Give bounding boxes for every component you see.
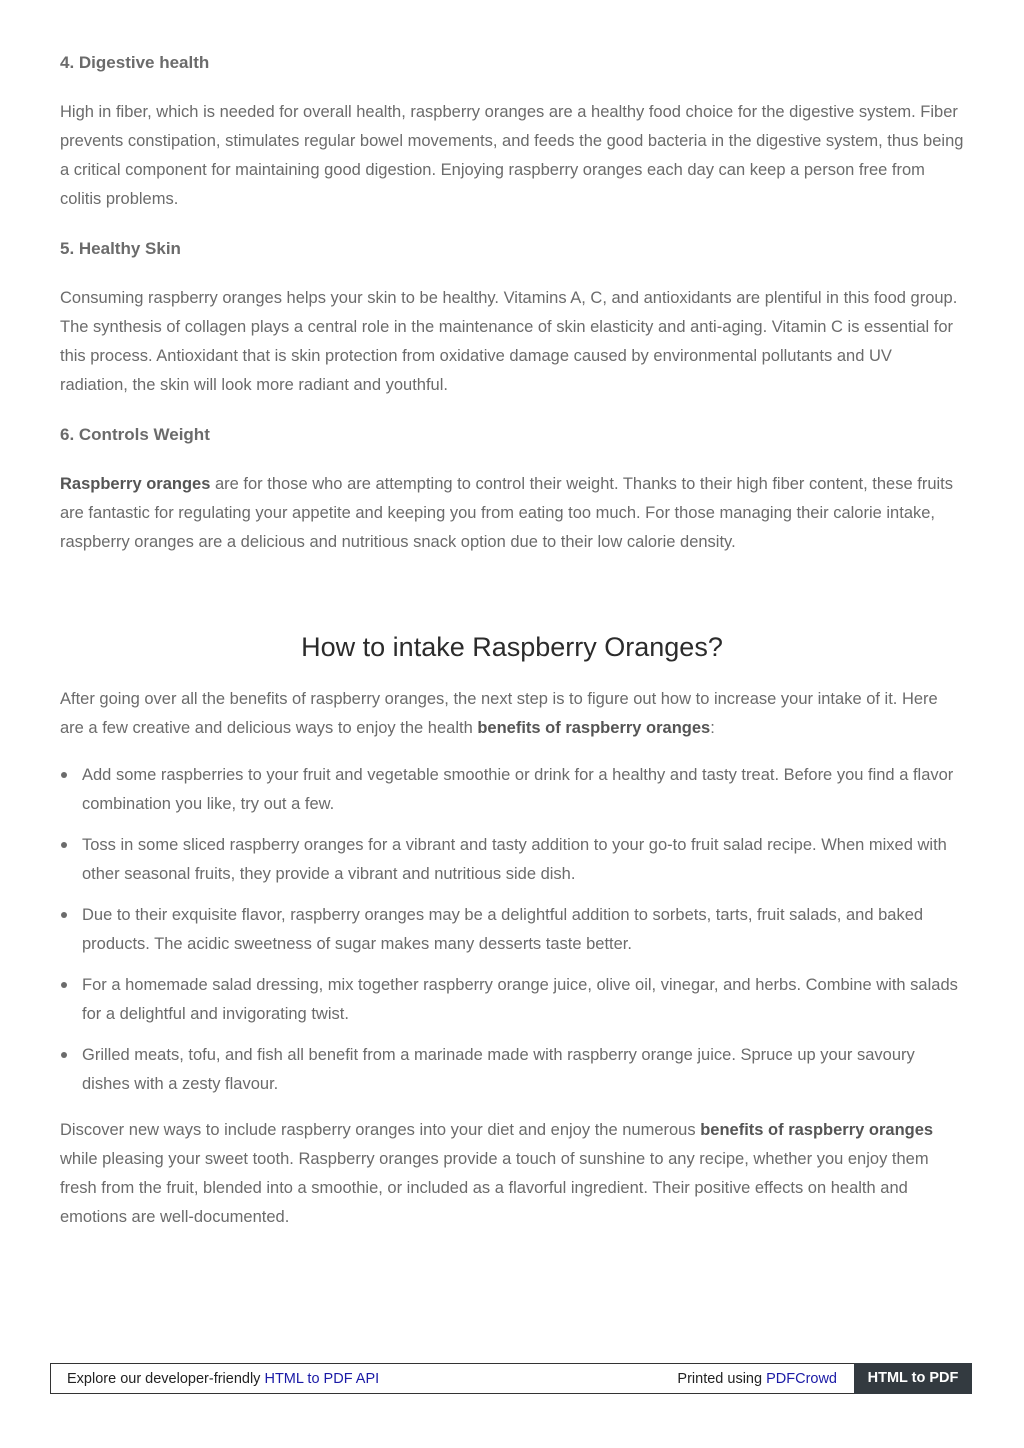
- article-content: [60, 46, 964, 1250]
- footer-printed-text: Printed using: [677, 1371, 767, 1387]
- tip-text: For a homemade salad dressing, mix together raspberry orange juice, olive oil, vinegar, and herbs. Combine with salads for a delightful and invigorating twist.: [82, 976, 958, 1023]
- tip-text: Grilled meats, tofu, and fish all benefit from a marinade made with raspberry orange juice. Spruce up your savoury dishes with a zesty flavour.: [82, 1046, 915, 1093]
- footer-printed: [677, 1371, 837, 1387]
- skin-paragraph: Consuming raspberry oranges helps your skin to be healthy. Vitamins A, C, and antioxidants are plentiful in this food group. The synthesis of collagen plays a central role in the maintenance of skin elasticity and anti-aging. Vitamin C is essential for this process. Antioxidant that is skin protection from oxidative damage caused by environmental pollutants and UV radiation, the skin will look more radiant and youthful.: [60, 289, 958, 394]
- list-item: [60, 971, 964, 1028]
- weight-bold-lead: Raspberry oranges: [60, 475, 211, 493]
- footer-explore: [67, 1371, 379, 1387]
- weight-paragraph-rest: are for those who are attempting to control their weight. Thanks to their high fiber content, these fruits are fantastic for regulating your appetite and keeping you from eating too much. For those managing their calorie intake, raspberry oranges are a delicious and nutritious snack option due to their low calorie density.: [60, 475, 954, 551]
- html-to-pdf-badge-button[interactable]: HTML to PDF: [854, 1363, 972, 1394]
- closing-bold: benefits of raspberry oranges: [700, 1121, 934, 1139]
- intake-intro-end: :: [710, 719, 715, 737]
- bullet-icon: [61, 912, 67, 918]
- digestive-paragraph: High in fiber, which is needed for overall health, raspberry oranges are a healthy food choice for the digestive system. Fiber prevents constipation, stimulates regular bowel movements, and feeds the good bacteria in the digestive system, thus being a critical component for maintaining good digestion. Enjoying raspberry oranges each day can keep a person free from colitis problems.: [60, 103, 964, 208]
- list-item: [60, 761, 964, 818]
- intake-intro-bold: benefits of raspberry oranges: [477, 719, 711, 737]
- intake-intro: [60, 685, 964, 743]
- weight-heading: 6. Controls Weight: [60, 425, 210, 444]
- bullet-icon: [61, 772, 67, 778]
- footer-explore-text: Explore our developer-friendly: [67, 1371, 265, 1387]
- list-item: [60, 901, 964, 958]
- skin-heading: 5. Healthy Skin: [60, 239, 181, 258]
- intake-intro-text: After going over all the benefits of raspberry oranges, the next step is to figure out how to increase your intake of it. Here are a few creative and delicious ways to enjoy the health: [60, 690, 938, 737]
- html-to-pdf-api-link[interactable]: HTML to PDF API: [264, 1371, 380, 1387]
- closing-text: Discover new ways to include raspberry oranges into your diet and enjoy the numerous: [60, 1121, 701, 1139]
- bullet-icon: [61, 982, 67, 988]
- list-item: [60, 1041, 964, 1098]
- digestive-heading: 4. Digestive health: [60, 53, 210, 72]
- bullet-icon: [61, 842, 67, 848]
- bullet-icon: [61, 1052, 67, 1058]
- tip-text: Due to their exquisite flavor, raspberry oranges may be a delightful addition to sorbets, tarts, fruit salads, and baked products. The acidic sweetness of sugar makes many desserts taste better.: [82, 906, 924, 953]
- weight-paragraph: [60, 470, 964, 557]
- closing-paragraph: [60, 1116, 964, 1232]
- list-item: [60, 831, 964, 888]
- tip-text: Toss in some sliced raspberry oranges for a vibrant and tasty addition to your go-to fruit salad recipe. When mixed with other seasonal fruits, they provide a vibrant and nutritious side dish.: [82, 836, 947, 883]
- pdfcrowd-footer: [50, 1363, 972, 1394]
- pdfcrowd-link[interactable]: PDFCrowd: [766, 1371, 837, 1387]
- closing-rest: while pleasing your sweet tooth. Raspberry oranges provide a touch of sunshine to any recipe, whether you enjoy them fresh from the fruit, blended into a smoothie, or included as a flavorful ingredient. Their positive effects on health and emotions are well-documented.: [60, 1150, 929, 1226]
- intake-tips-list: [60, 761, 964, 1098]
- tip-text: Add some raspberries to your fruit and vegetable smoothie or drink for a healthy and tasty treat. Before you find a flavor combination you like, try out a few.: [82, 766, 954, 813]
- intake-title: How to intake Raspberry Oranges?: [301, 632, 723, 662]
